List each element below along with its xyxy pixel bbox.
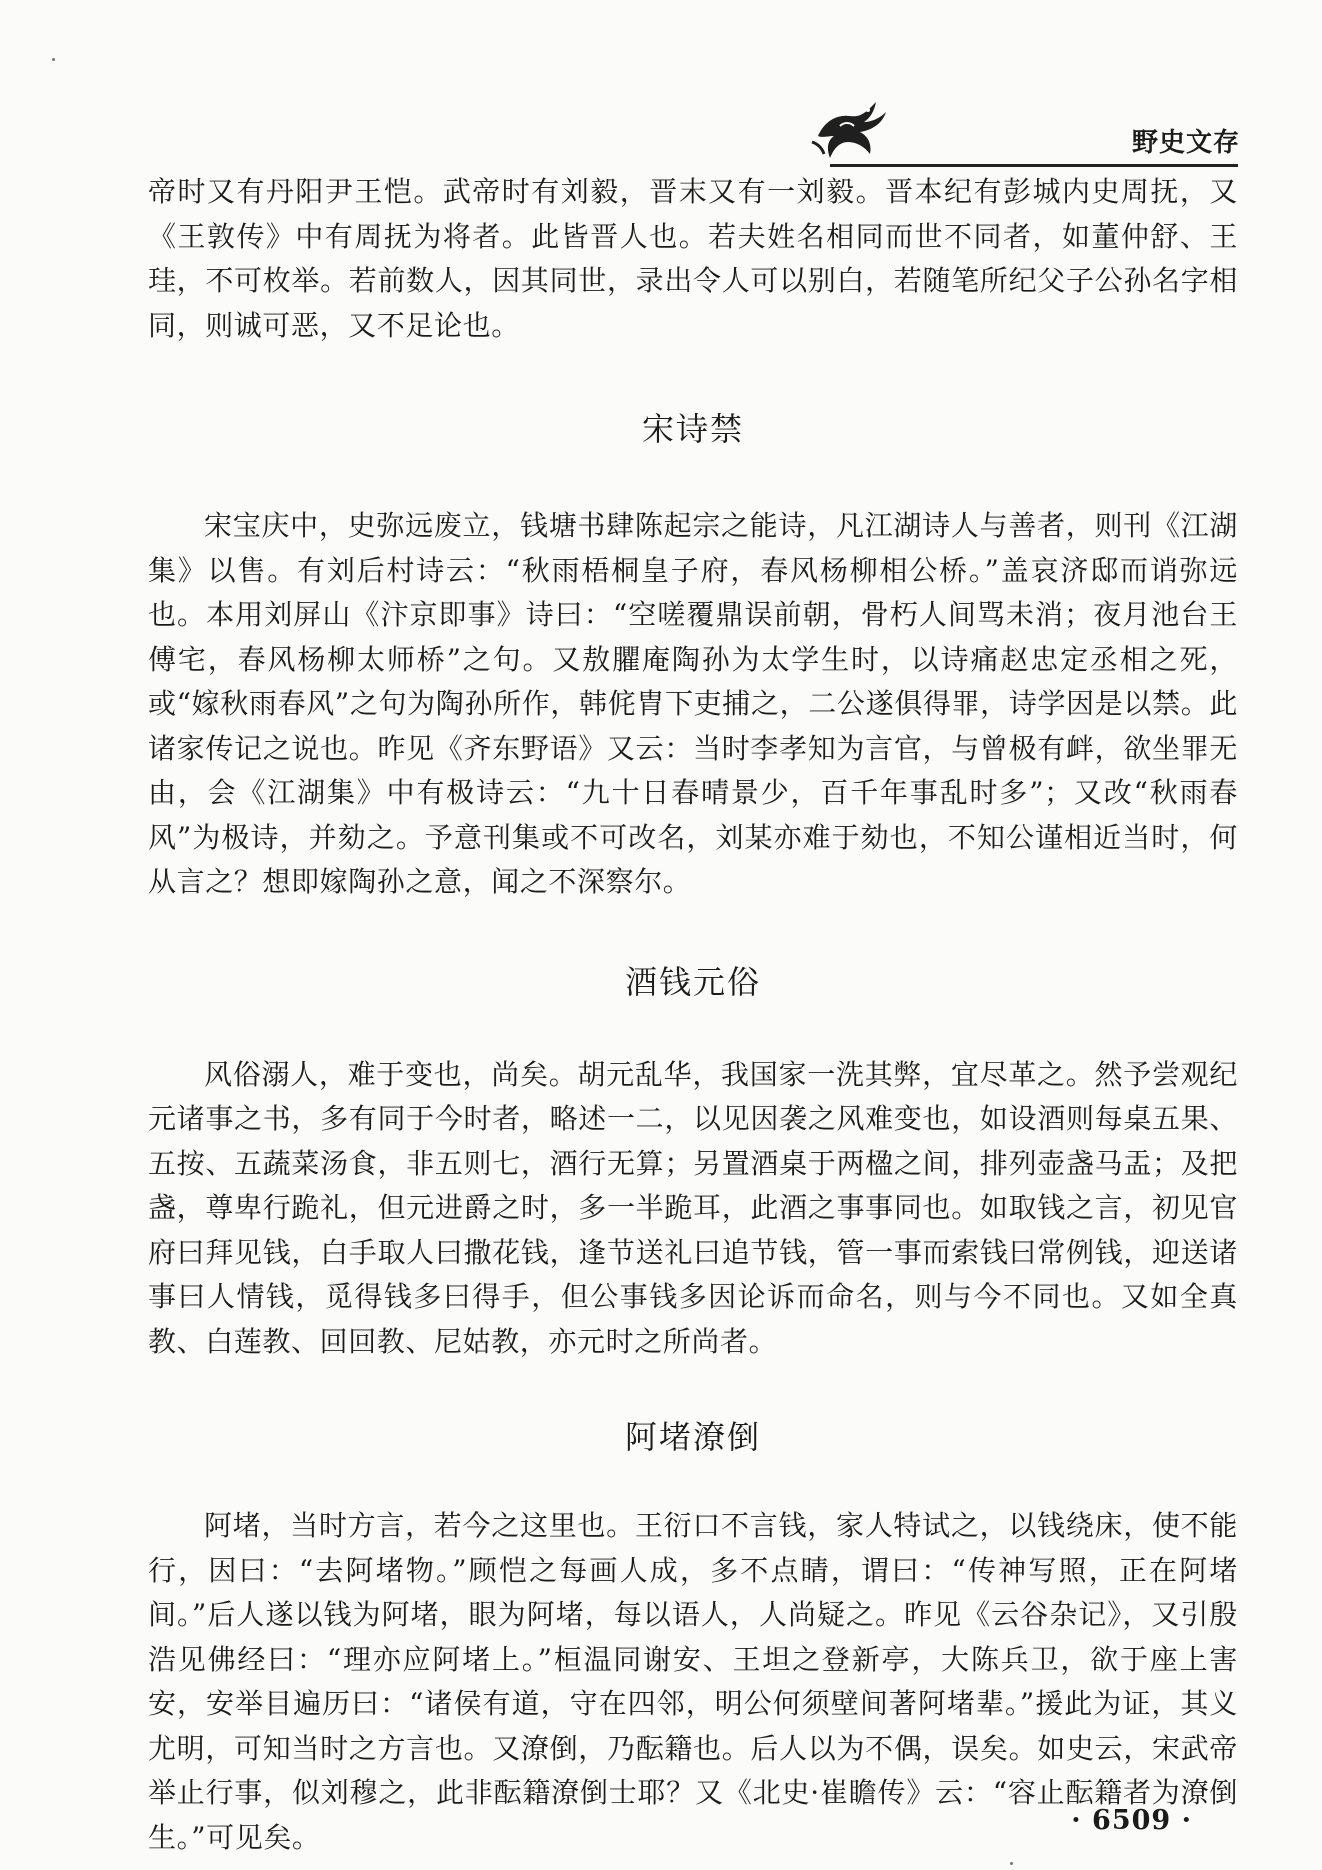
header-title: 野史文存 [1131, 128, 1240, 158]
page-number: · 6509 · [1071, 1805, 1192, 1836]
header-rule [830, 164, 1238, 167]
paragraph-continued: 帝时又有丹阳尹王恺。武帝时有刘毅，晋末又有一刘毅。晋本纪有彭城内史周抚，又《王敦传》中有周抚为将者。此皆晋人也。若夫姓名相同而世不同者，如董仲舒、王珪，不可枚举。若前数人，因其同世，录出令人可以别白，若随笔所纪父子公孙名字相同，则诚可恶，又不足论也。 [148, 175, 1238, 342]
scan-speck [1010, 1862, 1013, 1865]
paragraph-song-poetry-ban: 宋宝庆中，史弥远废立，钱塘书肆陈起宗之能诗，凡江湖诗人与善者，则刊《江湖集》以售。有刘后村诗云：“秋雨梧桐皇子府，春风杨柳相公桥。”盖哀济邸而诮弥远也。本用刘屏山《汴京即事》诗曰：“空嗟覆鼎误前朝，骨朽人间骂未消；夜月池台王傅宅，春风杨柳太师桥”之句。又敖臞庵陶孙为太学生时，以诗痛赵忠定丞相之死，或“嫁秋雨春风”之句为陶孙所作，韩侂胄下吏捕之，二公遂俱得罪，诗学因是以禁。此诸家传记之说也。昨见《齐东野语》又云：当时李孝知为言官，与曾极有衅，欲坐罪无由，会《江湖集》中有极诗云：“九十日春晴景少，百千年事乱时多”；又改“秋雨春风”为极诗，并劾之。予意刊集或不可改名，刘某亦难于劾也，不知公谨相近当时，何从言之？想即嫁陶孙之意，闻之不深察尔。 [148, 509, 1238, 898]
scan-speck [52, 58, 55, 61]
running-header [0, 0, 1322, 175]
section-title-song-poetry-ban: 宋诗禁 [641, 410, 744, 448]
section-title-yuan-customs: 酒钱元俗 [624, 962, 761, 1001]
paragraph-adu-liaodao: 阿堵，当时方言，若今之这里也。王衍口不言钱，家人特试之，以钱绕床，使不能行，因曰：“去阿堵物。”顾恺之每画人成，多不点睛，谓曰：“传神写照，正在阿堵间。”后人遂以钱为阿堵，眼为阿堵，每以语人，人尚疑之。昨见《云谷杂记》，又引殷浩见佛经曰：“理亦应阿堵上。”桓温同谢安、王坦之登新亭，大陈兵卫，欲于座上害安，安举目遍历曰：“诸侯有道，守在四邻，明公何须壁间著阿堵辈。”援此为证，其义尤明，可知当时之方言也。又潦倒，乃酝籍也。后人以为不偶，误矣。如史云，宋武帝举止行事，似刘穆之，此非酝籍潦倒士耶？又《北史·崔瞻传》云：“容止酝籍者为潦倒生。”可见矣。 [148, 1509, 1238, 1854]
paragraph-yuan-customs: 风俗溺人，难于变也，尚矣。胡元乱华，我国家一洗其弊，宜尽革之。然予尝观纪元诸事之书，多有同于今时者，略述一二，以见因袭之风难变也，如设酒则每桌五果、五按、五蔬菜汤食，非五则七，酒行无算；另置酒桌于两楹之间，排列壶盏马盂；及把盏，尊卑行跪礼，但元进爵之时，多一半跪耳，此酒之事事同也。如取钱之言，初见官府曰拜见钱，白手取人曰撒花钱，逢节送礼曰追节钱，管一事而索钱曰常例钱，迎送诸事曰人情钱，觅得钱多曰得手，但公事钱多因论诉而命名，则与今不同也。又如全真教、白莲教、回回教、尼姑教，亦元时之所尚者。 [148, 1057, 1238, 1358]
section-title-adu-liaodao: 阿堵潦倒 [624, 1418, 761, 1456]
dragon-icon [810, 92, 890, 164]
page-body [148, 170, 1238, 1860]
